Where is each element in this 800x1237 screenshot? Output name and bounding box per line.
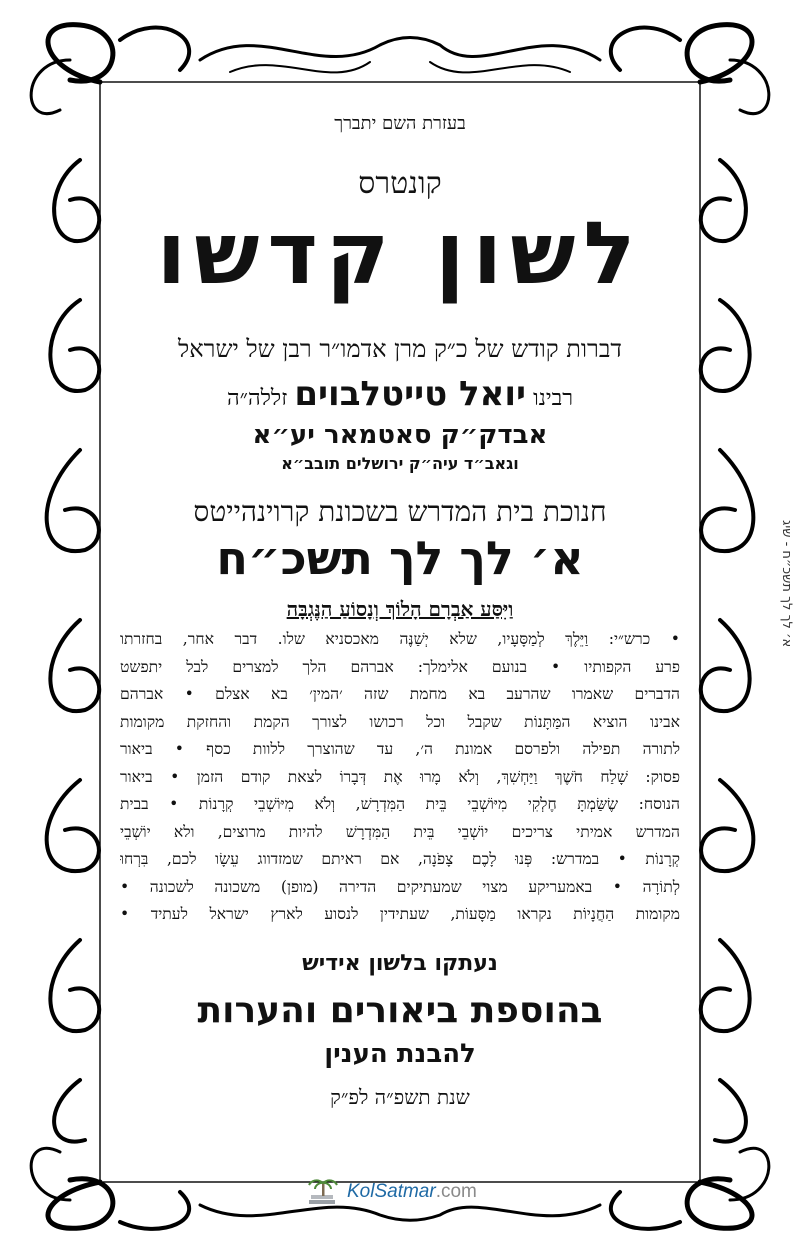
- rabbi-name: יואל טייטלבוים: [294, 374, 527, 414]
- avdak-line: אבדק״ק סאטמאר יע״א: [252, 420, 548, 450]
- logo-domain: .com: [435, 1181, 477, 1202]
- year-line: שנת תשפ״ה לפ״ק: [330, 1084, 470, 1109]
- logo-wordmark: [347, 1181, 477, 1203]
- gaavad-line: וגאב״ד עיה״ק ירושלים תובב״א: [281, 454, 519, 473]
- topics-summary: [120, 626, 680, 929]
- palm-tree-icon: [305, 1174, 341, 1210]
- book-title: לשון קדשו: [156, 204, 644, 304]
- summary-line: קְרָנוֹת • במדרש: פְּנוּ לָכֶם צָפֹנָה, אם ראיתם שמזדווג עֵשָׂו לכם, בִּרְחוּ: [120, 850, 680, 868]
- summary-line: לתורה תפילה ולפרסם אמונת ה׳, עד שהוצרך ללוות כסף • ביאור: [120, 740, 680, 758]
- summary-line: פסוק: שָׁלַח חֹשֶׁךְ וַיַּחְשִׁךְ, וְלֹא מָרוּ אֶת דְּבָרוֹ לצאת קודם הזמן • ביאור: [120, 767, 680, 786]
- rabbi-line: [120, 374, 680, 414]
- parsha-date: א׳ לך לך תשכ״ח: [216, 531, 584, 585]
- rabbi-suffix: זללה״ה: [226, 386, 288, 411]
- kolsatmar-logo[interactable]: [305, 1172, 477, 1212]
- summary-line: פרע הקפותיו • בנועם אלימלך: אברהם הלך למצרים לבל יתפשט: [120, 657, 680, 676]
- pasuk-heading: וַיִּסַּע אַבְרָם הָלוֹךְ וְנָסוֹעַ הַנֶּגְבָּה: [286, 597, 514, 621]
- logo-name: KolSatmar: [347, 1181, 436, 1202]
- summary-line: • כרש״י: וַיֵּלֶךְ לְמַסָּעָיו, שלא יְשַׁנֶּה מאכסניא שלו. דבר אחר, בחזרתו: [120, 630, 680, 648]
- summary-line: מקומות הַחֲנָיוֹת נקראו מַסָּעוֹת, שעתידין לנסוע לארץ ישראל לעתיד •: [120, 905, 680, 923]
- kuntres-label: קונטרס: [358, 166, 442, 201]
- additions-title: בהוספת ביאורים והערות: [197, 989, 603, 1031]
- occasion-line: חנוכת בית המדרש בשכונת קרוינהייטס: [193, 495, 607, 528]
- summary-line: המדרש אמיתי צריכים יוֹשְׁבֵי בֵּית הַמִּדְרָשׁ להיות מרוצים, ולא יוֹשְׁבֵי: [120, 822, 680, 841]
- blessing-header: בעזרת השם יתברך: [334, 113, 466, 134]
- side-page-note: א׳ לך לך תשכ״ח - שיג: [779, 520, 794, 648]
- divrei-kodesh-line: דברות קודש של כ״ק מרן אדמו״ר רבן של ישראל: [178, 335, 622, 363]
- rabbi-prefix: רבינו: [533, 386, 574, 411]
- summary-line: הדברים שאמרו שהרעב בא מחמת שזה ׳המין׳ בא אצלם • אברהם: [120, 685, 680, 703]
- title-page: [120, 95, 680, 1185]
- understanding-subtitle: להבנת הענין: [324, 1038, 476, 1069]
- yiddish-note: נעתקו בלשון אידיש: [302, 950, 498, 976]
- summary-line: לְתוֹרָה • באמעריקע מצוי שמעתיקים הדירה (מופן) משכונה לשכונה •: [120, 877, 680, 896]
- summary-line: אבינו הוציא המַּתָּנוֹת שקבל וכל רכושו לצורך הקמת והחזקת מקומות: [120, 712, 680, 731]
- summary-line: הנוסח: שֶׂשַּׂמְתָּ חֶלְקִי מִיּוֹשְׁבֵי בֵּית הַמִּדְרָשׁ, וְלֹא מִיּוֹשְׁבֵי קְרָנוֹת • בבית: [120, 795, 680, 813]
